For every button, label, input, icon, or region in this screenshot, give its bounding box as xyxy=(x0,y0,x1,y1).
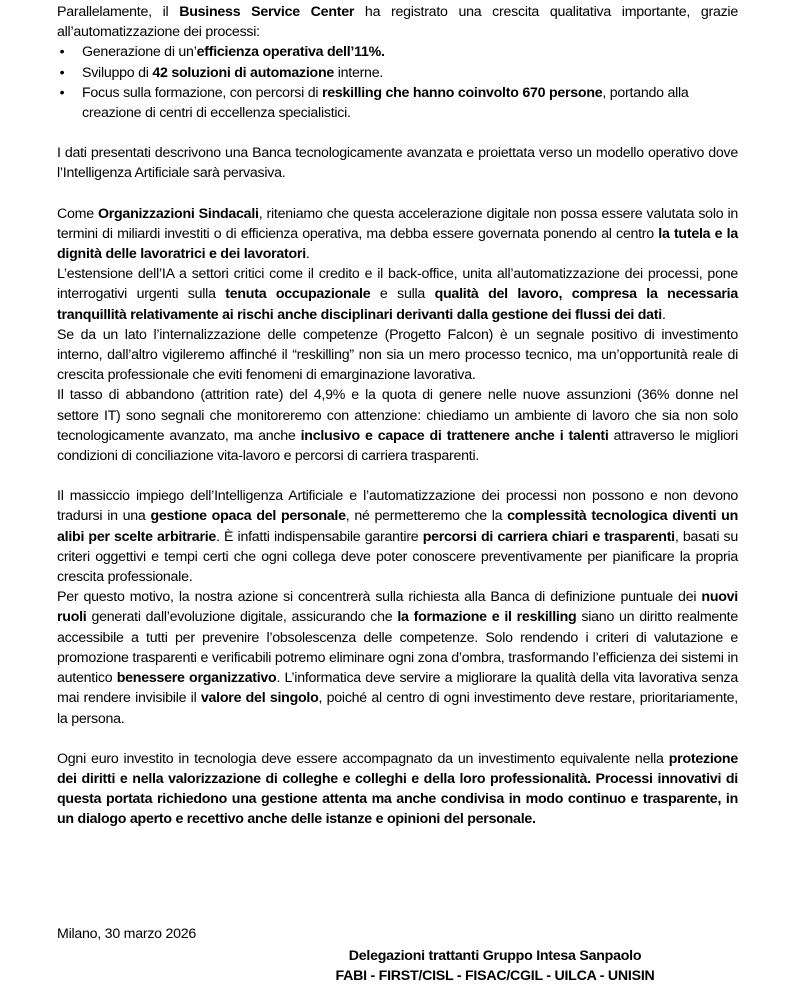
body-paragraph xyxy=(57,325,738,386)
body-paragraph xyxy=(57,264,738,325)
text: Focus sulla formazione, con percorsi di xyxy=(82,84,322,101)
paragraphs-container xyxy=(57,123,738,829)
bold-text: la tutela e la dignità delle lavoratrici e dei lavoratori xyxy=(57,225,738,263)
bold-text: valore del singolo xyxy=(200,690,319,707)
text: ha registrato una crescita qualitativa importante, grazie all’automatizzazione dei processi: xyxy=(57,4,738,41)
bold-text: Organizzazioni Sindacali xyxy=(97,205,259,222)
body-paragraph xyxy=(57,749,738,830)
highlights-list xyxy=(57,42,738,123)
signature-delegations: Delegazioni trattanti Gruppo Intesa Sanpaolo xyxy=(348,948,642,964)
text: , riteniamo che questa accelerazione digitale non possa essere valutata solo in termini di miliardi investiti o di efficienza operativa, ma debba essere governata ponendo al centro xyxy=(57,205,739,242)
body-paragraph xyxy=(57,143,738,183)
bold-text: percorsi di carriera chiari e trasparenti xyxy=(422,528,675,545)
bullet-icon: • xyxy=(59,64,65,81)
text: Il tasso di abbandono (attrition rate) del 4,9% e la quota di genere nelle nuove assunzioni (36% donne nel settore IT) sono segnali che monitoreremo con attenzione: chiediamo un ambiente di lavoro che sia non solo tecnologicamente avanzato, ma anche xyxy=(57,387,738,444)
paragraph-spacer xyxy=(57,123,738,143)
bullet-icon: • xyxy=(59,84,65,101)
intro-paragraph xyxy=(57,2,738,42)
bold-text: Business Service Center xyxy=(179,4,355,20)
text: e sulla xyxy=(370,286,435,303)
text: Sviluppo di xyxy=(82,64,153,81)
paragraph-spacer xyxy=(57,184,738,204)
text: Per questo motivo, la nostra azione si concentrerà sulla richiesta alla Banca di definizione puntuale dei xyxy=(57,589,702,606)
text: generati dall’evoluzione digitale, assicurando che xyxy=(86,609,398,626)
bullet-item xyxy=(57,42,738,62)
text: I dati presentati descrivono una Banca tecnologicamente avanzata e proiettata verso un modello operativo dove l’Intelligenza Artificiale sarà pervasiva. xyxy=(57,145,738,182)
document-date: Milano, 30 marzo 2026 xyxy=(57,926,197,942)
body-paragraph xyxy=(57,486,738,587)
text: Generazione di un’ xyxy=(82,44,197,61)
text: attraverso le migliori condizioni di conciliazione vita-lavoro e percorsi di carriera trasparenti. xyxy=(57,427,738,465)
bold-text: reskilling che hanno coinvolto 670 persone xyxy=(321,84,603,101)
text: L’estensione dell’IA a settori critici come il credito e il back-office, unita all’automatizzazione dei processi, pone interrogativi urgenti sulla xyxy=(57,266,738,303)
text: Ogni euro investito in tecnologia deve essere accompagnato da un investimento equivalente nella xyxy=(57,750,669,767)
bold-text: inclusivo e capace di trattenere anche i talenti xyxy=(300,427,609,444)
text: interne. xyxy=(334,64,384,81)
body-paragraph xyxy=(57,204,738,265)
bold-text: efficienza operativa dell’11%. xyxy=(196,44,385,61)
bullet-icon: • xyxy=(59,44,65,61)
text: . xyxy=(305,246,310,263)
bold-text: complessità tecnologica diventi un alibi per scelte arbitrarie xyxy=(57,508,738,545)
bullet-item xyxy=(57,63,738,83)
signature-block xyxy=(320,946,670,986)
text: , basati su criteri oggettivi e tempi certi che ogni collega deve poter conoscere preventivamente per pianificare la propria crescita professionale. xyxy=(57,528,738,586)
bold-text: tenuta occupazionale xyxy=(225,286,371,303)
bold-text: la formazione e il reskilling xyxy=(397,609,577,626)
text: . È infatti indispensabile garantire xyxy=(216,528,423,545)
text: , né permetteremo che la xyxy=(345,508,508,525)
signature-unions: FABI - FIRST/CISL - FISAC/CGIL - UILCA - UNISIN xyxy=(335,968,655,985)
body-paragraph xyxy=(57,385,738,466)
text: Come xyxy=(57,205,98,222)
body-paragraph xyxy=(57,587,738,728)
bold-text: benessere organizzativo xyxy=(116,670,277,687)
text: Se da un lato l’internalizzazione delle competenze (Progetto Falcon) è un segnale positivo di investimento interno, dall’altro vigileremo affinché il “reskilling” non sia un mero processo tecnico, ma un’opportunità reale di crescita professionale che eviti fenomeni di emarginazione lavorativa. xyxy=(57,326,738,384)
text: , portando alla creazione di centri di eccellenza specialistici. xyxy=(82,84,689,122)
paragraph-spacer xyxy=(57,729,738,749)
document-body xyxy=(57,2,738,830)
bold-text: qualità del lavoro, compresa la necessaria tranquillità relativamente ai rischi anche disciplinari derivanti dalla gestione dei flussi dei dati xyxy=(57,286,739,323)
text: , poiché al centro di ogni investimento deve restare, prioritariamente, la persona. xyxy=(57,690,738,727)
paragraph-spacer xyxy=(57,466,738,486)
text: . L’informatica deve servire a migliorare la qualità della vita lavorativa senza mai rendere invisibile il xyxy=(57,670,738,707)
text: . xyxy=(661,306,666,323)
bold-text: 42 soluzioni di automazione xyxy=(152,64,335,81)
text: Il massiccio impiego dell’Intelligenza Artificiale e l’automatizzazione dei processi non possono e non devono tradursi in una xyxy=(57,488,738,525)
text: Parallelamente, il xyxy=(57,4,180,20)
bold-text: nuovi ruoli xyxy=(57,589,738,626)
bold-text: gestione opaca del personale xyxy=(150,508,346,525)
bullet-item xyxy=(57,83,738,123)
bold-text: protezione dei diritti e nella valorizzazione di colleghe e colleghi e della loro professionalità. Processi innovativi di questa portata richiedono una gestione attenta ma anche condivisa in modo continuo e trasparente, in un dialogo aperto e recettivo anche delle istanze e opinioni del personale. xyxy=(57,750,738,828)
text: siano un diritto realmente accessibile a tutti per prevenire l’obsolescenza delle competenze. Solo rendendo i criteri di valutazione e promozione trasparenti e verificabili potremo eliminare ogni zona d’ombra, trasformando l’efficienza dei sistemi in autentico xyxy=(57,609,739,687)
